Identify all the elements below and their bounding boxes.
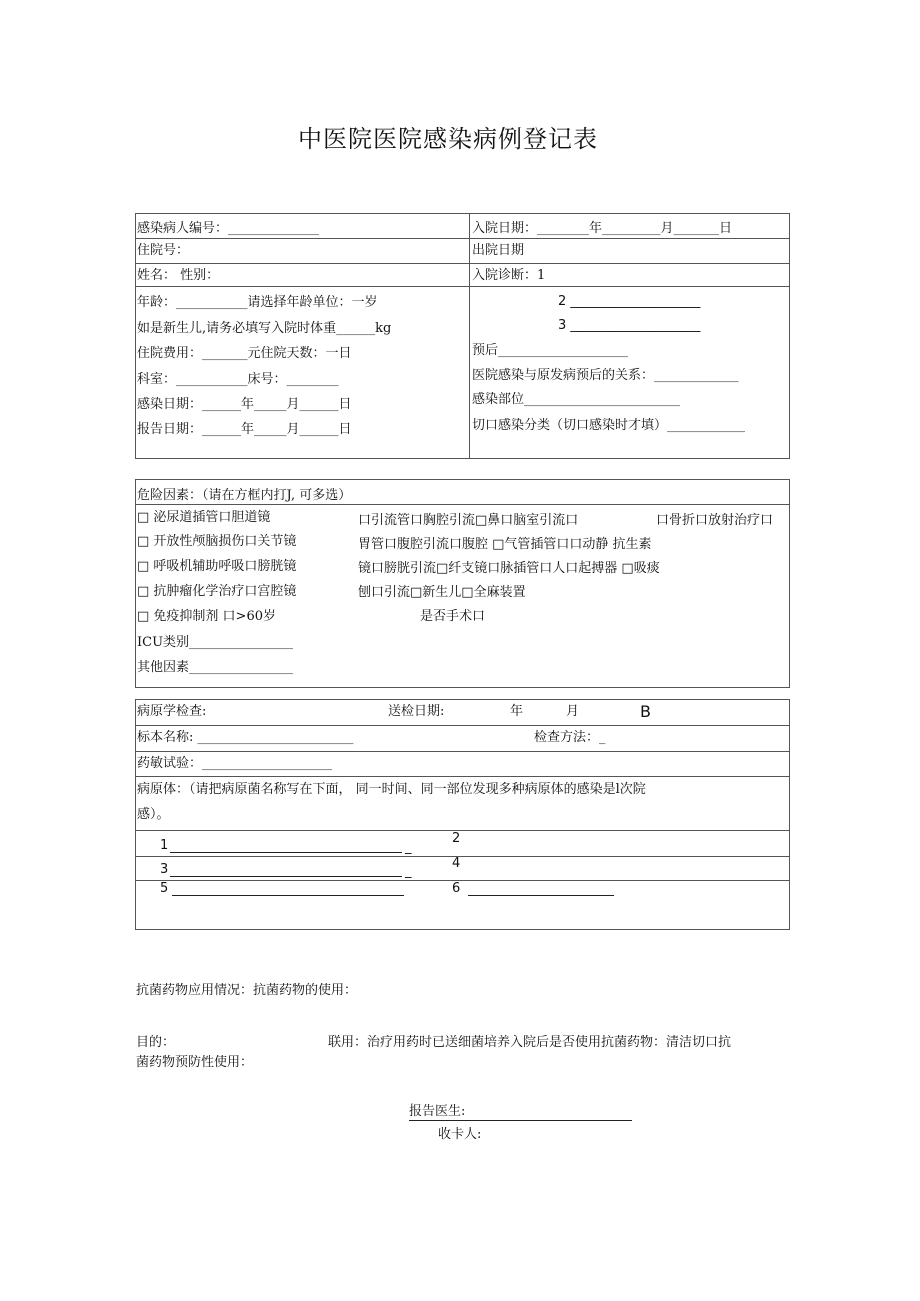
hospital-no-field[interactable]: 住院号：: [137, 243, 190, 258]
risk-item[interactable]: 胃管口腹腔引流口腹腔 □气管插管口口动静 抗生素: [358, 537, 652, 552]
icu-category-field[interactable]: ICU类别________________: [137, 635, 294, 650]
antibiotic-usage: 抗菌药物应用情况：抗菌药物的使用：: [136, 983, 358, 998]
discharge-date-field[interactable]: 出院日期: [472, 243, 525, 258]
relation-field[interactable]: 医院感染与原发病预后的关系：_____________: [472, 368, 739, 383]
cost-days-field[interactable]: 住院费用：_______元住院天数：一日: [137, 346, 352, 361]
prognosis-field[interactable]: 预后____________________: [472, 343, 629, 358]
purpose-field[interactable]: 目的：: [136, 1035, 176, 1050]
pathogen-line-6[interactable]: [468, 895, 614, 896]
surgery-checkbox[interactable]: 是否手术口: [420, 609, 486, 624]
row-line: [135, 238, 790, 239]
risk-item[interactable]: 口骨折口放射治疗口: [656, 513, 774, 528]
pathogen-note-cont: 感）。: [137, 807, 170, 822]
pathogen-dash: _: [405, 864, 412, 879]
pathogen-number: 1: [160, 838, 169, 853]
send-month: 月: [566, 704, 580, 719]
dept-bed-field[interactable]: 科室：___________床号：________: [137, 372, 339, 387]
row-line: [135, 880, 790, 881]
specimen-field[interactable]: 标本名称: ________________________: [137, 730, 354, 745]
name-gender-field[interactable]: 姓名： 性别：: [137, 268, 220, 283]
report-doctor-label: 报告医生:: [409, 1104, 466, 1119]
pathogen-number: 6: [452, 881, 461, 896]
row-line: [135, 725, 790, 726]
pathogen-line-3[interactable]: [170, 876, 402, 877]
risk-item[interactable]: 口引流管口胸腔引流□鼻口脑室引流口: [358, 513, 579, 528]
infection-site-field[interactable]: 感染部位________________________: [472, 392, 681, 407]
pathogen-line-1[interactable]: [170, 852, 402, 853]
risk-item[interactable]: 镜口膀胱引流□纤支镜口脉插管口人口起搏器 □吸痰: [358, 561, 660, 576]
diagnosis-1-field[interactable]: 入院诊断：1: [472, 268, 546, 283]
pathogen-exam-label: 病原学检查:: [137, 704, 207, 719]
row-line: [135, 504, 790, 505]
send-date-label[interactable]: 送检日期:: [388, 704, 445, 719]
incision-class-field[interactable]: 切口感染分类（切口感染时才填）____________: [472, 418, 746, 433]
report-doctor-line[interactable]: [409, 1120, 632, 1121]
row-line: [135, 830, 790, 831]
diagnosis-2-field[interactable]: 2 ____________________: [558, 294, 701, 309]
row-line: [135, 751, 790, 752]
risk-item[interactable]: □ 呼吸机辅助呼吸口膀胱镜: [137, 559, 297, 574]
newborn-weight-field[interactable]: 如是新生儿,请务必填写入院时体重______kg: [137, 321, 392, 336]
patient-info-divider: [469, 213, 470, 459]
case-number-field[interactable]: 感染病人编号：______________: [137, 221, 320, 236]
pathogen-dash: _: [405, 840, 412, 855]
send-day: B: [640, 702, 651, 721]
diagnosis-3-field[interactable]: 3 ____________________: [558, 318, 701, 333]
age-field[interactable]: 年龄：___________请选择年龄单位：一岁: [137, 295, 378, 310]
send-year: 年: [510, 704, 524, 719]
combined-use-field[interactable]: 联用：治疗用药时已送细菌培养入院后是否使用抗菌药物：清洁切口抗: [328, 1035, 732, 1050]
pathogen-line-5[interactable]: [172, 895, 404, 896]
report-date-field[interactable]: 报告日期：______年_____月______日: [137, 422, 352, 437]
risk-item[interactable]: □ 开放性颅脑损伤口关节镜: [137, 534, 297, 549]
receiver-label: 收卡人:: [438, 1127, 482, 1142]
sensitivity-field[interactable]: 药敏试验：____________________: [137, 756, 333, 771]
page-title: 中医院医院感染病例登记表: [298, 125, 598, 153]
risk-item[interactable]: 刨口引流□新生儿□全麻装置: [358, 585, 526, 600]
row-line: [135, 263, 790, 264]
pathogen-number: 3: [160, 862, 169, 877]
risk-item[interactable]: □ 泌尿道插管口胆道镜: [137, 510, 271, 525]
method-field[interactable]: 检查方法：_: [534, 730, 606, 745]
risk-item[interactable]: □ 免疫抑制剂 口>60岁: [137, 609, 276, 624]
risk-item[interactable]: □ 抗肿瘤化学治疗口宫腔镜: [137, 584, 297, 599]
row-line: [135, 286, 790, 287]
row-line: [135, 776, 790, 777]
risk-factors-header: 危险因素：（请在方框内打J, 可多选）: [137, 488, 352, 503]
admission-date-field[interactable]: 入院日期：________年_________月_______日: [472, 221, 733, 236]
pathogen-number: 4: [452, 856, 461, 871]
preventive-use-field[interactable]: 菌药物预防性使用：: [136, 1055, 254, 1070]
other-factors-field[interactable]: 其他因素________________: [137, 660, 294, 675]
infection-date-field[interactable]: 感染日期：______年_____月______日: [137, 397, 352, 412]
pathogen-number: 2: [452, 831, 461, 846]
pathogen-number: 5: [160, 881, 169, 896]
pathogen-note: 病原体：（请把病原菌名称写在下面， 同一时间、同一部位发现多种病原体的感染是l次院: [137, 782, 646, 797]
row-line: [135, 856, 790, 857]
